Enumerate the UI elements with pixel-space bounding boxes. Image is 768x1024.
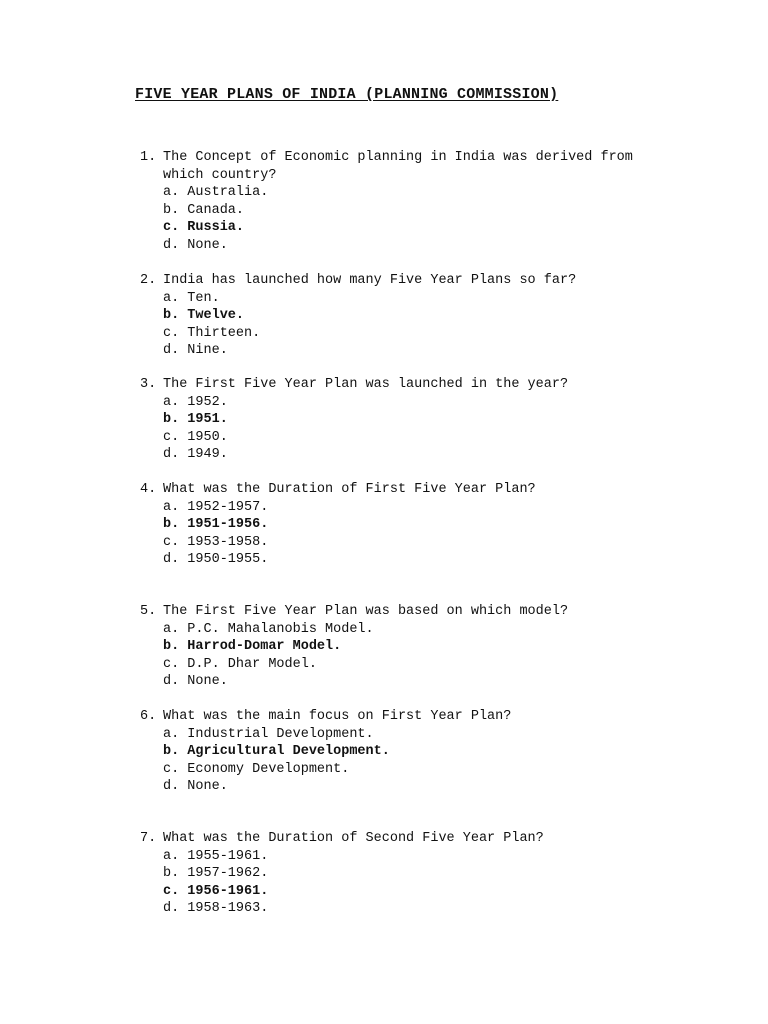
option-c: c. 1950. [163, 429, 228, 445]
question-4 [140, 481, 740, 569]
question-2 [140, 272, 740, 360]
question-number: 3. [140, 377, 157, 392]
option-b-answer: b. 1951. [163, 412, 228, 427]
option-a: a. P.C. Mahalanobis Model. [163, 621, 374, 637]
option-c: c. 1953-1958. [163, 534, 269, 550]
question-number: 4. [140, 482, 157, 497]
question-number: 1. [140, 150, 157, 165]
option-d: d. None. [163, 779, 228, 794]
question-6 [140, 708, 740, 796]
option-c: c. Economy Development. [163, 761, 350, 777]
question-7 [140, 830, 740, 918]
question-text: The First Five Year Plan was based on which model? [163, 604, 569, 619]
option-d: d. 1949. [163, 447, 228, 462]
option-b-answer: b. Harrod-Domar Model. [163, 639, 342, 654]
option-b: b. Canada. [163, 202, 245, 218]
option-c-answer: c. Russia. [163, 220, 245, 235]
option-b-answer: b. Agricultural Development. [163, 744, 390, 759]
option-d: d. 1950-1955. [163, 552, 269, 567]
option-b-answer: b. 1951-1956. [163, 517, 269, 532]
option-a: a. 1952. [163, 394, 228, 410]
option-c-answer: c. 1956-1961. [163, 883, 269, 899]
option-d: d. None. [163, 674, 228, 689]
question-number: 7. [140, 831, 157, 846]
option-d: d. None. [163, 237, 228, 253]
option-d: d. Nine. [163, 343, 228, 358]
question-number: 2. [140, 273, 157, 288]
question-3 [140, 376, 740, 464]
question-number: 5. [140, 604, 157, 619]
question-text: What was the Duration of First Five Year Plan? [163, 482, 536, 497]
option-a: a. Ten. [163, 290, 220, 306]
question-text: What was the main focus on First Year Plan? [163, 709, 512, 724]
option-a: a. Australia. [163, 185, 269, 200]
question-text: The First Five Year Plan was launched in the year? [163, 377, 569, 392]
question-text: The Concept of Economic planning in India was derived from which country? [163, 150, 633, 183]
question-5 [140, 603, 740, 691]
question-text: India has launched how many Five Year Plans so far? [163, 273, 577, 288]
option-d: d. 1958-1963. [163, 901, 269, 916]
question-number: 6. [140, 709, 157, 724]
option-c: c. Thirteen. [163, 325, 261, 341]
document-title: FIVE YEAR PLANS OF INDIA (PLANNING COMMISSION) [135, 86, 559, 103]
option-b: b. 1957-1962. [163, 866, 269, 881]
option-c: c. D.P. Dhar Model. [163, 656, 317, 672]
option-b-answer: b. Twelve. [163, 308, 245, 323]
option-a: a. 1952-1957. [163, 499, 269, 515]
option-a: a. 1955-1961. [163, 848, 269, 864]
question-1 [140, 149, 740, 254]
option-a: a. Industrial Development. [163, 726, 374, 742]
question-text: What was the Duration of Second Five Year Plan? [163, 831, 544, 846]
